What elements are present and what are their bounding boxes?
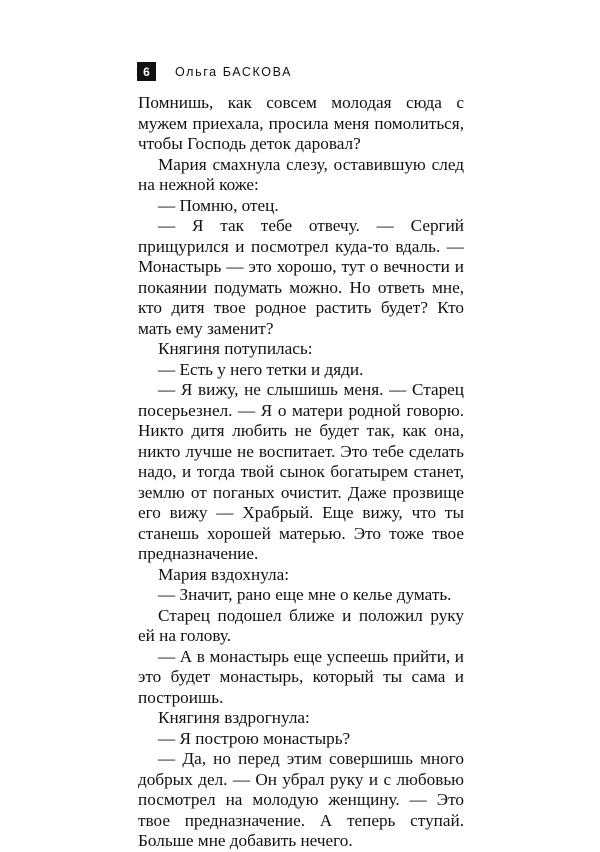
paragraph: — Значит, рано еще мне о келье думать. xyxy=(158,585,452,604)
paragraph: — Я так тебе отвечу. — Сергий прищурился и посмотрел куда-то вдаль. — Монастырь — это хорошо, тут о вечности и покаянии подумать можно. Но ответь мне, кто дитя твое родное растить будет? Кто мать ему заменит? xyxy=(138,216,464,338)
paragraph: Мария смахнула слезу, оставившую след на нежной коже: xyxy=(138,154,464,194)
paragraph: — Да, но перед этим совершишь много добрых дел. — Он убрал руку и с любовью посмотрел на молодую женщину. — Это твое предназначение. А теперь ступай. Больше мне добавить нечего. xyxy=(138,749,464,850)
body-text xyxy=(138,93,464,852)
paragraph: — Я вижу, не слышишь меня. — Старец посерьезнел. — Я о матери родной говорю. Никто дитя любить не будет так, как она, никто лучше не воспитает. Это тебе сделать надо, и тогда твой сынок богатырем станет, землю от поганых очистит. Даже прозвище его вижу — Храбрый. Еще вижу, что ты станешь хорошей матерью. Это тоже твое предназначение. xyxy=(138,380,464,563)
paragraph: Помнишь, как совсем молодая сюда с мужем приехала, просила меня помолиться, чтобы Господь деток даровал? xyxy=(138,93,464,153)
paragraph: Старец подошел ближе и положил руку ей на голову. xyxy=(138,605,464,645)
paragraph: Княгиня потупилась: xyxy=(158,339,313,358)
paragraph: — А в монастырь еще успеешь прийти, и это будет монастырь, который ты сама и построишь. xyxy=(138,646,464,707)
page-header xyxy=(137,62,292,81)
paragraph: — Есть у него тетки и дяди. xyxy=(158,359,364,379)
page-number: 6 xyxy=(137,62,156,81)
paragraph: — Я построю монастырь? xyxy=(158,728,351,748)
paragraph: — Помню, отец. xyxy=(158,195,279,215)
paragraph: Мария вздохнула: xyxy=(158,564,290,584)
running-head-author: Ольга БАСКОВА xyxy=(175,64,293,79)
paragraph: Княгиня вздрогнула: xyxy=(158,708,310,727)
